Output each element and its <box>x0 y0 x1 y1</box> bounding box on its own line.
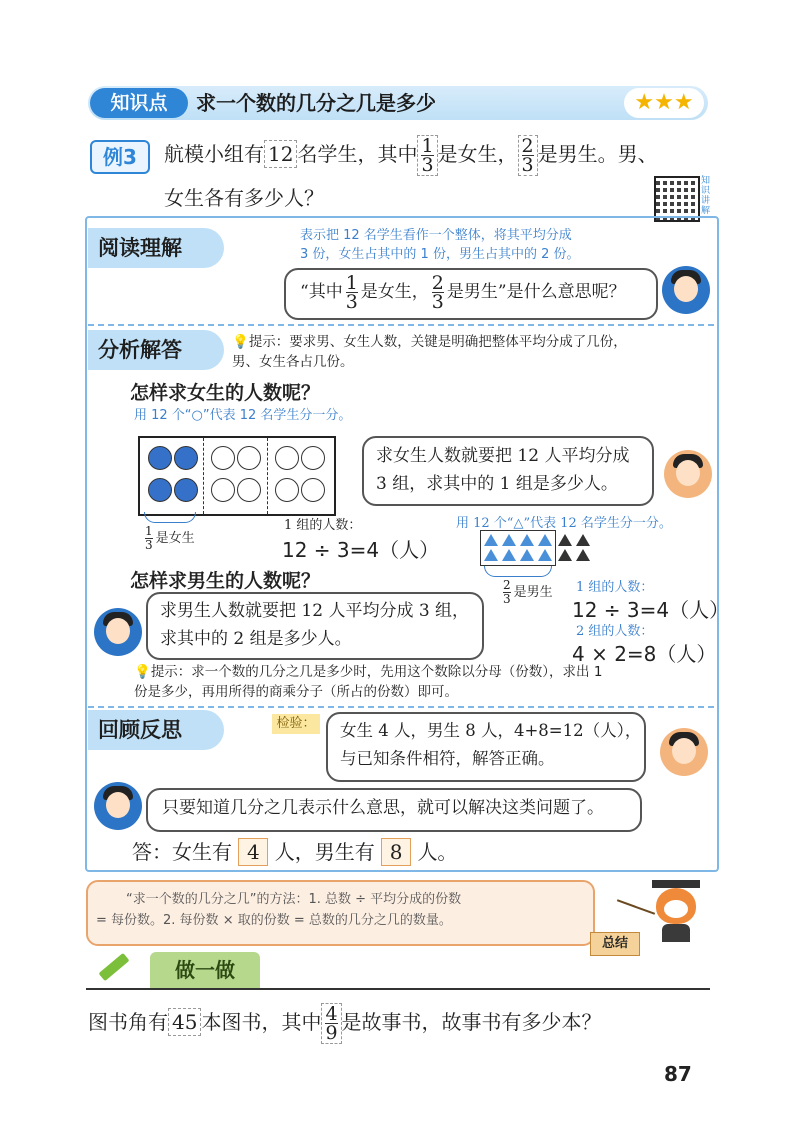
topic-title: 求一个数的几分之几是多少 <box>196 91 436 115</box>
example-badge: 例3 <box>90 140 150 174</box>
triangle-diagram <box>480 530 592 566</box>
boys-equation-2: 4 × 2=8（人） <box>572 642 717 666</box>
circle-filled <box>148 478 172 502</box>
check-label: 检验： <box>272 714 320 734</box>
reading-note: 表示把 12 名学生看作一个整体，将其平均分成 3 份，女生占其中的 1 份，男生占其中的 2 份。 <box>300 228 580 262</box>
circle-empty <box>275 478 299 502</box>
analysis-hint-2: 💡提示：求一个数的几分之几是多少时，先用这个数除以分母（份数），求出 1 份是多少，再用所得的商乘分子（所占的份数）即可。 <box>134 664 603 700</box>
girl-avatar <box>660 728 708 776</box>
circle-diagram <box>138 436 336 516</box>
circle-empty <box>275 446 299 470</box>
circle-empty <box>301 478 325 502</box>
topic-badge: 知识点 <box>90 88 188 118</box>
answer-line: 答：女生有 4 人，男生有 8 人。 <box>132 840 458 864</box>
two-group-label: 2 组的人数： <box>576 624 654 639</box>
girls-equation: 12 ÷ 3=4（人） <box>282 538 440 562</box>
circle-empty <box>237 446 261 470</box>
question-girls: 怎样求女生的人数呢？ <box>130 382 321 404</box>
answer-boys-box[interactable]: 8 <box>381 838 411 866</box>
girl-avatar <box>664 450 712 498</box>
circle-filled <box>148 446 172 470</box>
fox-teacher-icon <box>648 880 704 942</box>
boys-brace <box>484 566 552 577</box>
summary-tag: 总结 <box>590 932 640 956</box>
boy-avatar <box>94 608 142 656</box>
question-boys: 怎样求男生的人数呢？ <box>130 570 321 592</box>
reading-bubble-text: “其中 $\frac{1}{3}$ 是女生， $\frac{2}{3}$ 是男生”是什么意思呢？ <box>300 272 626 313</box>
boys-one-group-label: 1 组的人数： <box>576 580 654 595</box>
circle-empty <box>237 478 261 502</box>
practice-question: 图书角有 45 本图书，其中 $\frac{4}{9}$ 是故事书，故事书有多少本？ <box>88 1003 602 1044</box>
answer-girls-box[interactable]: 4 <box>238 838 268 866</box>
circle-note: 用 12 个“○”代表 12 名学生分一分。 <box>134 408 352 423</box>
boys-equation-1: 12 ÷ 3=4（人） <box>572 598 730 622</box>
circle-empty <box>211 478 235 502</box>
boys-frac-label: $\frac{2}{3}$ 是男生 <box>503 578 553 606</box>
section-divider <box>88 324 714 326</box>
boy-avatar <box>94 782 142 830</box>
one-group-label: 1 组的人数： <box>284 518 362 533</box>
summary-text: “求一个数的几分之几”的方法：1. 总数 ÷ 平均分成的份数 = 每份数。2. 每份数 × 取的份数 = 总数的几分之几的数量。 <box>96 892 462 928</box>
girls-bubble-text: 求女生人数就要把 12 人平均分成 3 组，求其中的 1 组是多少人。 <box>376 446 630 494</box>
page-number: 87 <box>664 1062 692 1086</box>
practice-tab: 做一做 <box>150 952 260 988</box>
circle-empty <box>211 446 235 470</box>
analysis-tab: 分析解答 <box>88 330 224 370</box>
pencil-icon <box>94 950 128 984</box>
analysis-hint: 💡提示：要求男、女生人数，关键是明确把整体平均分成了几份， 男、女生各占几份。 <box>232 334 627 370</box>
lightbulb-icon: 💡 <box>134 664 151 680</box>
circle-filled <box>174 446 198 470</box>
difficulty-stars: ★★★ <box>624 88 704 118</box>
boys-bubble-text: 求男生人数就要把 12 人平均分成 3 组， 求其中的 2 组是多少人。 <box>160 601 470 649</box>
tip-text: 只要知道几分之几表示什么意思，就可以解决这类问题了。 <box>162 798 604 818</box>
boy-avatar <box>662 266 710 314</box>
reading-tab: 阅读理解 <box>88 228 224 268</box>
circle-filled <box>174 478 198 502</box>
triangle-note: 用 12 个“△”代表 12 名学生分一分。 <box>456 516 672 531</box>
girls-brace <box>144 512 196 523</box>
girls-frac-label: $\frac{1}{3}$ 是女生 <box>145 524 195 552</box>
lightbulb-icon: 💡 <box>232 334 249 350</box>
example-line-2: 女生各有多少人？ <box>164 186 324 210</box>
section-divider <box>88 706 714 708</box>
check-text: 女生 4 人，男生 8 人，4+8=12（人）， 与已知条件相符，解答正确。 <box>340 721 642 768</box>
practice-divider <box>86 988 710 990</box>
review-tab: 回顾反思 <box>88 710 224 750</box>
circle-empty <box>301 446 325 470</box>
example-line-1: 航模小组有 12 名学生，其中 $\frac{1}{3}$ 是女生， $\frac{2}{3}$ 是男生。男、 <box>164 135 658 176</box>
qr-label: 知识讲解 <box>701 176 711 216</box>
